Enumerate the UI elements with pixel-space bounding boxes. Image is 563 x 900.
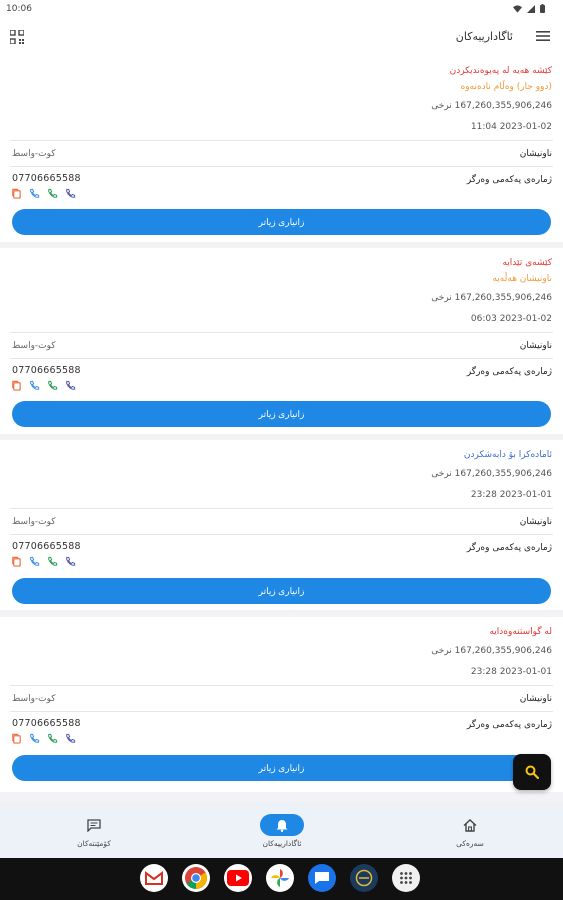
status-icons <box>513 4 545 13</box>
phone-call-icon[interactable] <box>29 188 40 199</box>
status-text: کێشە هەیە لە پەیوەندیکردن <box>449 66 552 76</box>
viber-icon[interactable] <box>65 733 76 744</box>
phone-number: 07706665588 <box>12 718 81 729</box>
divider <box>10 166 553 167</box>
notification-card <box>0 617 563 792</box>
messages-icon[interactable] <box>308 864 336 892</box>
status-subtext: (دوو جار) وەڵام نادەنەوە <box>460 82 552 92</box>
divider <box>10 711 553 712</box>
search-fab-button[interactable] <box>513 754 551 790</box>
viber-icon[interactable] <box>65 380 76 391</box>
status-text: کێشەی تێدایە <box>502 258 552 268</box>
phone-actions <box>11 188 76 199</box>
search-icon <box>525 765 539 779</box>
divider <box>10 685 553 686</box>
system-dock <box>0 858 563 900</box>
copy-icon[interactable] <box>11 556 22 567</box>
address-label: ناونیشان <box>519 341 552 351</box>
date-text: 2023-01-01 23:28 <box>470 490 552 500</box>
bell-icon <box>276 819 288 832</box>
receiver-phone-label: ژمارەی پەکەمی وەرگر <box>466 543 552 553</box>
divider <box>10 140 553 141</box>
photos-icon[interactable] <box>266 864 294 892</box>
battery-icon <box>540 4 545 13</box>
app-drawer-icon[interactable] <box>392 864 420 892</box>
phone-number: 07706665588 <box>12 541 81 552</box>
date-text: 2023-01-01 23:28 <box>470 667 552 677</box>
qr-code-icon[interactable] <box>10 30 24 44</box>
whatsapp-icon[interactable] <box>47 188 58 199</box>
phone-actions <box>11 733 76 744</box>
status-time: 10:06 <box>6 4 32 14</box>
copy-icon[interactable] <box>11 380 22 391</box>
copy-icon[interactable] <box>11 733 22 744</box>
address-value: کوت-واسط <box>12 694 56 704</box>
phone-call-icon[interactable] <box>29 733 40 744</box>
address-label: ناونیشان <box>519 694 552 704</box>
nav-comments[interactable] <box>34 802 154 858</box>
viber-icon[interactable] <box>65 556 76 567</box>
status-text: لە گواستنەوەدایە <box>489 627 552 637</box>
amount-text: 167,260,355,906,246 نرخی <box>431 646 552 656</box>
phone-actions <box>11 380 76 391</box>
nav-home[interactable] <box>410 802 530 858</box>
menu-icon[interactable] <box>535 29 551 43</box>
more-info-button[interactable]: زانیاری زیاتر <box>12 755 551 781</box>
app-bar <box>0 20 563 56</box>
nav-label: کۆمێنتەکان <box>77 839 111 848</box>
nav-label: ئاگادارییەکان <box>262 839 302 848</box>
receiver-phone-label: ژمارەی پەکەمی وەرگر <box>466 720 552 730</box>
youtube-icon[interactable] <box>224 864 252 892</box>
app-dock <box>140 864 420 892</box>
amount-text: 167,260,355,906,246 نرخی <box>431 469 552 479</box>
whatsapp-icon[interactable] <box>47 380 58 391</box>
chrome-icon[interactable] <box>182 864 210 892</box>
more-info-button[interactable]: زانیاری زیاتر <box>12 578 551 604</box>
comment-icon <box>87 819 101 832</box>
divider <box>10 508 553 509</box>
address-value: کوت-واسط <box>12 149 56 159</box>
more-info-button[interactable]: زانیاری زیاتر <box>12 401 551 427</box>
date-text: 2023-01-02 06:03 <box>470 314 552 324</box>
phone-call-icon[interactable] <box>29 556 40 567</box>
phone-actions <box>11 556 76 567</box>
home-icon <box>463 819 477 832</box>
status-subtext: ناونیشان هەڵەیە <box>492 274 552 284</box>
address-value: کوت-واسط <box>12 341 56 351</box>
whatsapp-icon[interactable] <box>47 556 58 567</box>
phone-number: 07706665588 <box>12 365 81 376</box>
phone-call-icon[interactable] <box>29 380 40 391</box>
viber-icon[interactable] <box>65 188 76 199</box>
phone-number: 07706665588 <box>12 173 81 184</box>
notification-card <box>0 56 563 242</box>
amount-text: 167,260,355,906,246 نرخی <box>431 293 552 303</box>
receiver-phone-label: ژمارەی پەکەمی وەرگر <box>466 367 552 377</box>
notification-card <box>0 248 563 434</box>
status-bar <box>0 0 563 20</box>
page-title: ئاگادارییەکان <box>455 30 513 43</box>
address-label: ناونیشان <box>519 149 552 159</box>
status-text: ئامادەکرا بۆ دابەشکردن <box>463 450 552 460</box>
address-value: کوت-واسط <box>12 517 56 527</box>
copy-icon[interactable] <box>11 188 22 199</box>
divider <box>10 358 553 359</box>
amount-text: 167,260,355,906,246 نرخی <box>431 101 552 111</box>
bottom-navigation <box>0 802 563 858</box>
signal-icon <box>527 5 535 13</box>
gmail-icon[interactable] <box>140 864 168 892</box>
divider <box>10 332 553 333</box>
receiver-phone-label: ژمارەی پەکەمی وەرگر <box>466 175 552 185</box>
notification-list[interactable] <box>0 56 563 802</box>
notification-card <box>0 440 563 610</box>
app-icon[interactable] <box>350 864 378 892</box>
address-label: ناونیشان <box>519 517 552 527</box>
divider <box>10 534 553 535</box>
wifi-icon <box>513 5 522 13</box>
nav-notifications[interactable] <box>222 802 342 858</box>
whatsapp-icon[interactable] <box>47 733 58 744</box>
nav-label: سەرەکی <box>456 839 484 848</box>
date-text: 2023-01-02 11:04 <box>470 122 552 132</box>
more-info-button[interactable]: زانیاری زیاتر <box>12 209 551 235</box>
